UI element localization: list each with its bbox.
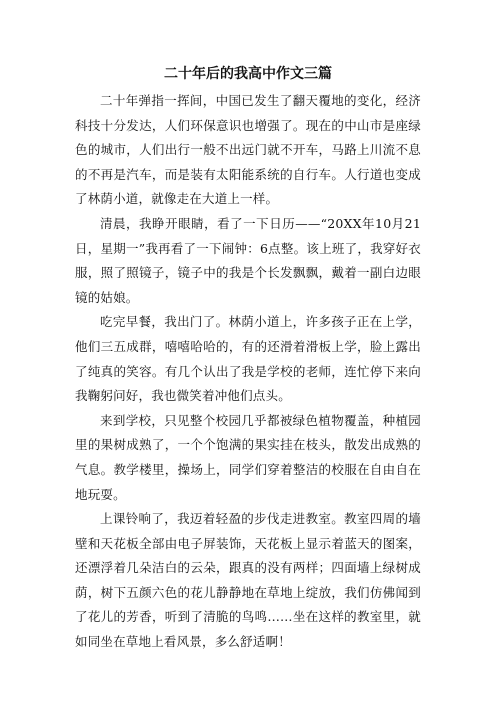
paragraph-4: 来到学校，只见整个校园几乎都被绿色植物覆盖，种植园里的果树成熟了，一个个饱满的果实挂在枝头，散发出成熟的气息。教学楼里，操场上，同学们穿着整洁的校服在自由自在地玩耍。 <box>75 412 421 502</box>
paragraph-1: 二十年弹指一挥间，中国已发生了翻天覆地的变化，经济科技十分发达，人们环保意识也增强了。现在的中山市是座绿色的城市，人们出行一般不出远门就不开车，马路上川流不息的不再是汽车，而是装有太阳能系统的自行车。人行道也变成了林荫小道，就像走在大道上一样。 <box>75 93 421 207</box>
paragraph-2: 清晨，我睁开眼睛，看了一下日历——“20XX年10月21日，星期一”我再看了一下闹钟：6点整。该上班了，我穿好衣服，照了照镜子，镜子中的我是个长发飘飘，戴着一副白边眼镜的姑娘。 <box>75 215 421 305</box>
document-body <box>75 89 421 655</box>
paragraph-3: 吃完早餐，我出门了。林荫小道上，许多孩子正在上学，他们三五成群，嘻嘻哈哈的，有的还滑着滑板上学，脸上露出了纯真的笑容。有几个认出了我是学校的老师，连忙停下来向我鞠躬问好，我也微笑着冲他们点头。 <box>75 314 421 404</box>
paragraph-5: 上课铃响了，我迈着轻盈的步伐走进教室。教室四周的墙壁和天花板全部由电子屏装饰，天花板上显示着蓝天的图案，还漂浮着几朵洁白的云朵，跟真的没有两样；四面墙上绿树成荫，树下五颜六色的花儿静静地在草地上绽放，我们仿佛闻到了花儿的芳香，听到了清脆的鸟鸣……坐在这样的教室里，就如同坐在草地上看风景，多么舒适啊！ <box>75 511 421 650</box>
document-title: 二十年后的我高中作文三篇 <box>164 66 332 82</box>
